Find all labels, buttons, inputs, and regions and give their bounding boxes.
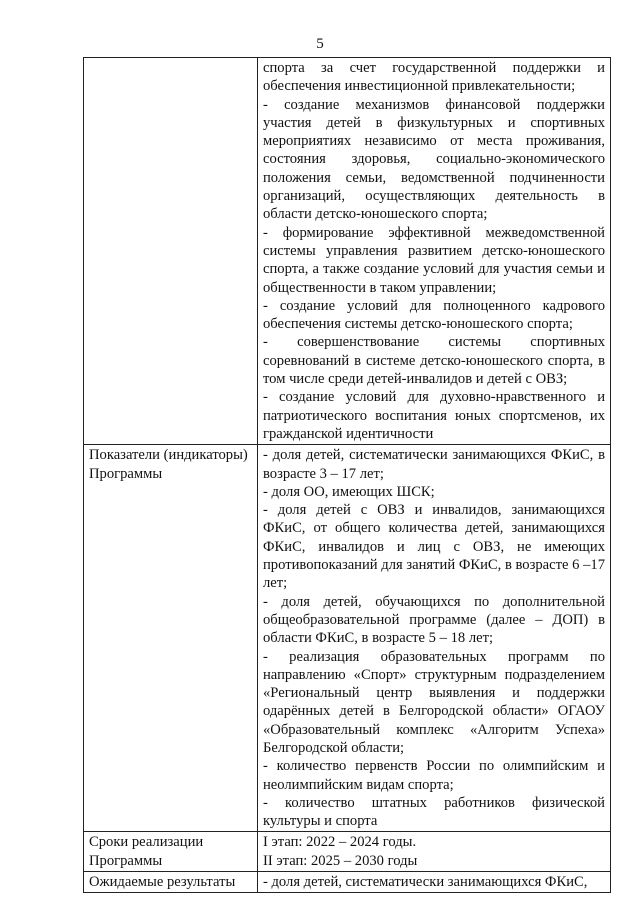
list-item: I этап: 2022 – 2024 годы. (263, 834, 417, 851)
list-item: - создание условий для духовно-нравственного и патриотического воспитания юных спортсменов, их гражданской идентичности (263, 389, 605, 442)
list-item: - реализация образовательных программ по направлению «Спорт» структурным подразделением «Региональный центр выявления и поддержки одарённых детей в Белгородской области» ОГАОУ «Образовательный комплекс «Алгоритм Успеха» Белгородской области; (263, 648, 605, 756)
row-value (258, 872, 611, 893)
row-label: Показатели (индикаторы) Программы (84, 445, 258, 832)
table-row (84, 58, 611, 445)
list-item: - совершенствование системы спортивных соревнований в системе детско-юношеского спорта, в том числе среди детей-инвалидов и детей с ОВЗ; (263, 334, 605, 388)
list-item: - доля детей, систематически занимающихся ФКиС, (263, 874, 588, 891)
table-row (84, 445, 611, 832)
list-item: - количество первенств России по олимпийским и неолимпийским видам спорта; (263, 758, 605, 793)
list-item: II этап: 2025 – 2030 годы (263, 852, 418, 869)
list-item: - доля детей, систематически занимающихся ФКиС, в возрасте 3 – 17 лет; (263, 447, 605, 482)
row-value (258, 832, 611, 872)
table-row (84, 832, 611, 872)
list-item: - доля детей, обучающихся по дополнительной общеобразовательной программе (далее – ДОП) в области ФКиС, в возрасте 5 – 18 лет; (263, 593, 605, 647)
table-row (84, 872, 611, 893)
page-number: 5 (316, 36, 324, 52)
row-label: Сроки реализации Программы (84, 832, 258, 872)
list-item: - количество штатных работников физической культуры и спорта (263, 794, 605, 830)
row-label (84, 58, 258, 445)
list-item: - создание механизмов финансовой поддержки участия детей в физкультурных и спортивных мероприятиях независимо от места проживания, состояния здоровья, социально-экономического положения семьи, ведомственной подчиненности организаций, осуществляющих деятельность в области детско-юношеского спорта; (263, 96, 605, 223)
row-value (258, 58, 611, 445)
list-item: - формирование эффективной межведомственной системы управления развитием детско-юношеского спорта, а также создание условий для участия семьи и общественности в таком управлении; (263, 224, 605, 296)
list-item: - доля ОО, имеющих ШСК; (263, 483, 435, 500)
row-label: Ожидаемые результаты (84, 872, 258, 893)
passport-table (83, 57, 611, 893)
row-value (258, 445, 611, 832)
list-item: спорта за счет государственной поддержки и обеспечения инвестиционной привлекательности; (263, 60, 605, 95)
list-item: - создание условий для полноценного кадрового обеспечения системы детско-юношеского спорта; (263, 297, 605, 333)
list-item: - доля детей с ОВЗ и инвалидов, занимающихся ФКиС, от общего количества детей, занимающихся ФКиС, инвалидов и лиц с ОВЗ, не имеющих противопоказаний для занятий ФКиС, в возрасте 6 –17 лет; (263, 502, 605, 592)
